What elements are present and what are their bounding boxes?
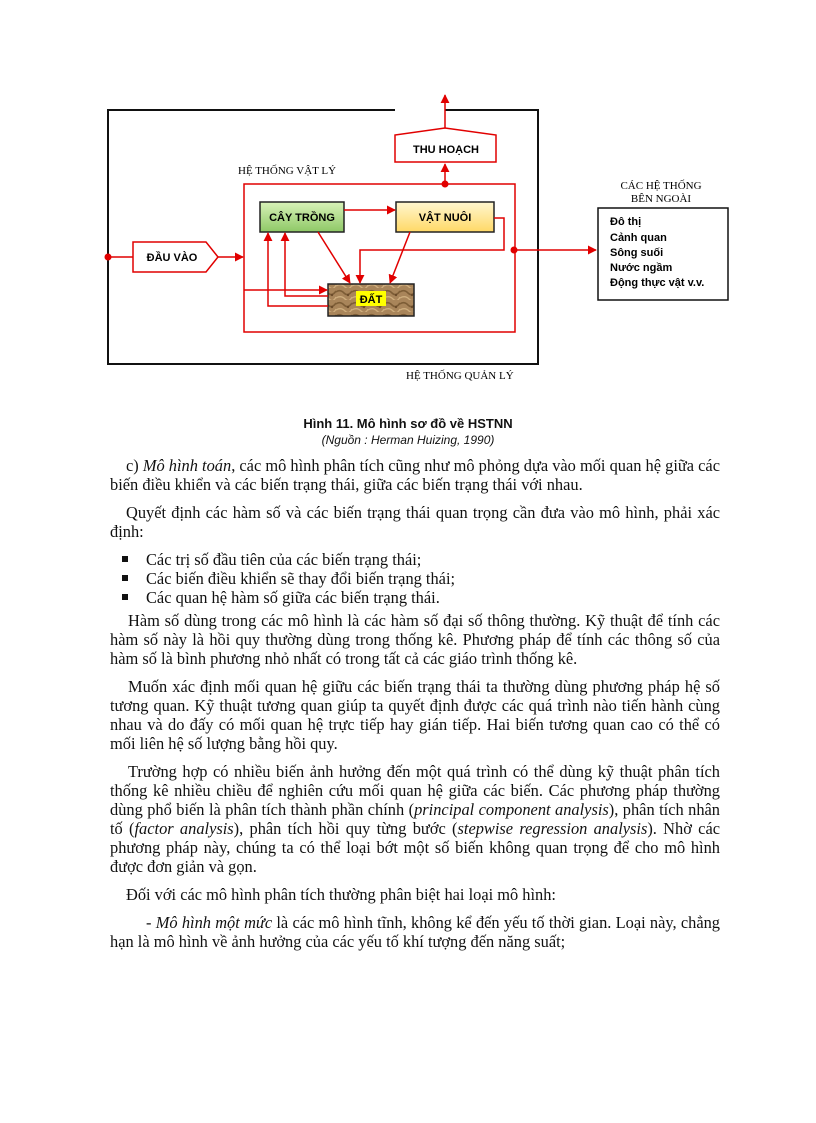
external-title-line1: CÁC HỆ THỐNG bbox=[620, 180, 702, 192]
paragraph-text: ), phân tích hồi quy từng bước ( bbox=[233, 819, 458, 838]
bullet-list bbox=[110, 550, 720, 607]
figure-source: (Nguồn : Herman Huizing, 1990) bbox=[321, 433, 495, 447]
list-item-text: Các quan hệ hàm số giữa các biến trạng thái. bbox=[146, 588, 440, 607]
term-italic: Mô hình toán bbox=[142, 456, 232, 475]
paragraph-prefix: c) bbox=[126, 456, 143, 475]
paragraph-text: ), phân tích nhân tố ( bbox=[110, 800, 720, 838]
external-title-line2: BÊN NGOÀI bbox=[630, 193, 692, 205]
list-item-text: Các biến điều khiển sẽ thay đổi biến trạng thái; bbox=[146, 569, 456, 588]
soil-to-crops-arrow-2 bbox=[268, 233, 328, 306]
crops-label: CÂY TRỒNG bbox=[269, 212, 335, 224]
figure-caption: Hình 11. Mô hình sơ đồ về HSTNN bbox=[303, 416, 513, 431]
external-item: Đô thị bbox=[610, 216, 642, 228]
paragraph-text: là các mô hình tĩnh, không kể đến yếu tố thời gian. Loại này, chẳng hạn là mô hình về ảnh hưởng của các yếu tố khí tượng đến năng suất; bbox=[110, 913, 721, 951]
input-dot bbox=[105, 254, 112, 261]
list-item bbox=[110, 569, 720, 588]
soil-to-crops-arrow-1 bbox=[285, 233, 328, 296]
list-item-text: Các trị số đầu tiên của các biến trạng thái; bbox=[146, 550, 422, 569]
paragraph: Đối với các mô hình phân tích thường phân biệt hai loại mô hình: bbox=[126, 885, 556, 904]
list-item bbox=[110, 588, 720, 607]
paragraph-text: ). Nhờ các phương pháp này, chúng ta có thể loại bớt một số biến không quan trọng để cho mô hình được đơn giản và gọn. bbox=[110, 819, 720, 876]
bullet-icon bbox=[122, 556, 128, 562]
agroecosystem-diagram bbox=[0, 0, 816, 410]
paragraph bbox=[110, 762, 720, 876]
list-item bbox=[110, 550, 720, 569]
harvest-label: THU HOẠCH bbox=[413, 144, 479, 156]
paragraph-prefix: - bbox=[146, 913, 156, 932]
soil-label: ĐẤT bbox=[359, 294, 383, 306]
management-system-label: HỆ THỐNG QUẢN LÝ bbox=[406, 370, 514, 382]
external-item: Nước ngầm bbox=[610, 262, 673, 274]
livestock-label: VẬT NUÔI bbox=[418, 212, 472, 224]
external-item: Cảnh quan bbox=[610, 232, 667, 244]
paragraph: Hàm số dùng trong các mô hình là các hàm số đại số thông thường. Kỹ thuật để tính các hàm số này là hồi quy thường dùng trong thống kê. Phương pháp để tính các thông số của hàm số là bình phương nhỏ nhất có trong tất cả các giáo trình thống kê. bbox=[110, 611, 720, 668]
term-italic: stepwise regression analysis bbox=[457, 819, 648, 838]
bullet-icon bbox=[122, 594, 128, 600]
junction-dot bbox=[442, 181, 449, 188]
paragraph: Quyết định các hàm số và các biến trạng thái quan trọng cần đưa vào mô hình, phải xác định: bbox=[110, 503, 720, 541]
term-italic: principal component analysis bbox=[414, 800, 609, 819]
crops-to-soil-arrow bbox=[318, 232, 350, 283]
paragraph bbox=[110, 913, 720, 951]
physical-system-label: HỆ THỐNG VẬT LÝ bbox=[238, 165, 337, 177]
term-italic: Mô hình một mức bbox=[155, 913, 273, 932]
paragraph-text: Trường hợp có nhiều biến ảnh hưởng đến một quá trình có thể dùng kỹ thuật phân tích thống kê nhiều chiều để nghiên cứu mối quan hệ giữa các biến. Các phương pháp thường dùng phổ biến là phân tích thành phần chính ( bbox=[110, 762, 720, 819]
livestock-to-soil-arrow bbox=[390, 232, 410, 283]
paragraph-text: , các mô hình phân tích cũng như mô phỏng dựa vào mối quan hệ giữa các biến điều khiển và các biến trạng thái, giữa các biến trạng thái với nhau. bbox=[110, 456, 720, 494]
paragraph bbox=[110, 456, 720, 494]
paragraph: Muốn xác định mối quan hệ giữu các biến trạng thái ta thường dùng phương pháp hệ số tương quan. Kỹ thuật tương quan giúp ta quyết định được các quá trình nào tiến hành cùng nhau và do đấy có mối quan hệ trực tiếp hay gián tiếp. Hai biến tương quan cao có thể có mối liên hệ số lượng bằng hồi quy. bbox=[110, 677, 720, 753]
input-label: ĐẦU VÀO bbox=[146, 252, 198, 264]
term-italic: factor analysis bbox=[134, 819, 234, 838]
external-item: Sông suối bbox=[610, 247, 664, 259]
bullet-icon bbox=[122, 575, 128, 581]
body-text bbox=[110, 456, 720, 960]
external-item: Động thực vật v.v. bbox=[610, 277, 705, 289]
